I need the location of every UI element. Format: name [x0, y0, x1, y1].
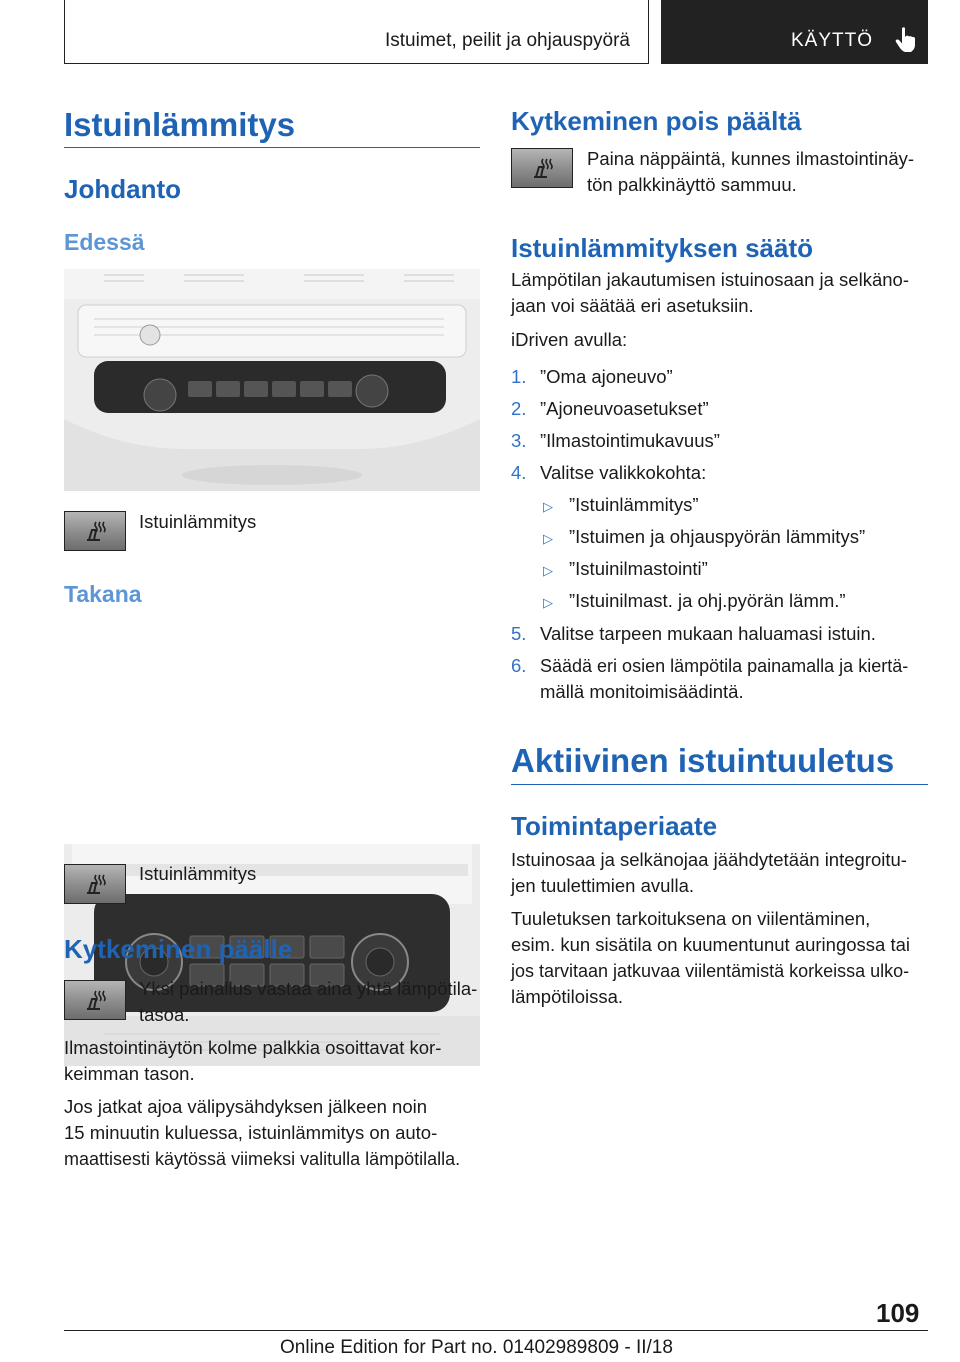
step-3-text: ”Ilmastointimukavuus”	[540, 430, 720, 451]
step-1-number: 1.	[511, 366, 527, 387]
rear-icon-label: Istuinlämmitys	[139, 863, 257, 884]
intro-heading: Johdanto	[64, 174, 181, 204]
switch-off-text-1: Paina näppäintä, kunnes ilmastointinäy-	[587, 148, 915, 169]
bullet-triangle-icon: ▷	[543, 563, 553, 578]
bullet-triangle-icon: ▷	[543, 531, 553, 546]
idrive-text: iDriven avulla:	[511, 329, 628, 350]
rear-seat-heating-button[interactable]	[64, 864, 126, 904]
step-5-text: Valitse tarpeen mukaan haluamasi istuin.	[540, 623, 876, 644]
para2-line2: 15 minuutin kuluessa, istuinlämmitys on auto-	[64, 1122, 438, 1143]
step-6-line1: Säädä eri osien lämpötila painamalla ja kiertä-	[540, 656, 909, 676]
switch-off-seat-heating-button[interactable]	[511, 148, 573, 188]
principle-line2: jen tuulettimien avulla.	[511, 875, 695, 896]
vent-line4: lämpötiloissa.	[511, 986, 624, 1007]
para2-line3: maattisesti käytössä viimeksi valitulla lämpötilalla.	[64, 1149, 461, 1169]
front-climate-panel-image	[64, 269, 480, 491]
subitem-2: ”Istuimen ja ohjauspyörän lämmitys”	[569, 526, 866, 547]
step-1-text: ”Oma ajoneuvo”	[540, 366, 673, 387]
step-3-number: 3.	[511, 430, 527, 451]
switch-on-text-2: tasoa.	[139, 1004, 190, 1025]
para2-line1: Jos jatkat ajoa välipysähdyksen jälkeen noin	[64, 1096, 428, 1117]
adjust-line1: Lämpötilan jakautumisen istuinosaan ja selkäno-	[511, 269, 909, 290]
step-6-number: 6.	[511, 655, 527, 676]
header-section-title: Istuimet, peilit ja ohjauspyörä	[384, 30, 630, 51]
seat-heating-icon	[82, 871, 108, 897]
step-2-number: 2.	[511, 398, 527, 419]
vent-line1: Tuuletuksen tarkoituksena on viilentäminen,	[511, 908, 871, 929]
seat-heating-icon	[529, 155, 555, 181]
step-4-text: Valitse valikkokohta:	[540, 462, 707, 483]
front-icon-label: Istuinlämmitys	[139, 511, 257, 532]
seat-heating-icon	[82, 987, 108, 1013]
header-chapter-tab[interactable]	[661, 0, 928, 64]
switch-on-seat-heating-button[interactable]	[64, 980, 126, 1020]
adjust-line2: jaan voi säätää eri asetuksiin.	[511, 295, 754, 316]
page-number: 109	[876, 1298, 920, 1328]
switch-off-text-2: tön palkkinäyttö sammuu.	[587, 174, 797, 195]
para1-line1: Ilmastointinäytön kolme palkkia osoittavat kor-	[64, 1037, 442, 1058]
step-5-number: 5.	[511, 623, 527, 644]
subitem-1: ”Istuinlämmitys”	[569, 494, 699, 515]
hand-pointer-icon	[895, 26, 917, 52]
front-seat-heating-button[interactable]	[64, 511, 126, 551]
adjust-heading: Istuinlämmityksen säätö	[511, 233, 813, 263]
switch-on-heading: Kytkeminen päälle	[64, 934, 293, 964]
bullet-triangle-icon: ▷	[543, 499, 553, 514]
step-6-line2: mällä monitoimisäädintä.	[540, 681, 744, 702]
rear-heading: Takana	[64, 581, 142, 607]
vent-line3: jos tarvitaan jatkuvaa viilentämistä korkeissa ulko-	[511, 961, 910, 981]
switch-off-heading: Kytkeminen pois päältä	[511, 106, 802, 136]
title-rule	[64, 147, 480, 148]
footer-edition: Online Edition for Part no. 01402989809 - II/18	[280, 1337, 673, 1358]
subitem-3: ”Istuinilmastointi”	[569, 558, 708, 579]
principle-line1: Istuinosaa ja selkänojaa jäähdytetään integroitu-	[511, 849, 907, 870]
principle-heading: Toimintaperiaate	[511, 811, 718, 841]
ventilation-title: Aktiivinen istuintuuletus	[511, 742, 895, 779]
page-title: Istuinlämmitys	[64, 106, 296, 143]
switch-on-text-1: Yksi painallus vastaa aina yhtä lämpötila-	[139, 978, 478, 999]
seat-heating-icon	[82, 518, 108, 544]
vent-line2: esim. kun sisätila on kuumentunut auringossa tai	[511, 934, 910, 955]
para1-line2: keimman tason.	[64, 1063, 195, 1084]
bullet-triangle-icon: ▷	[543, 595, 553, 610]
ventilation-rule	[511, 784, 928, 785]
front-heading: Edessä	[64, 229, 145, 255]
step-2-text: ”Ajoneuvoasetukset”	[540, 398, 709, 419]
subitem-4: ”Istuinilmast. ja ohj.pyörän lämm.”	[569, 590, 846, 611]
step-4-number: 4.	[511, 462, 527, 483]
front-climate-panel-drawing	[64, 269, 480, 491]
header-chapter-label: KÄYTTÖ	[791, 30, 874, 51]
footer-rule	[64, 1330, 928, 1331]
